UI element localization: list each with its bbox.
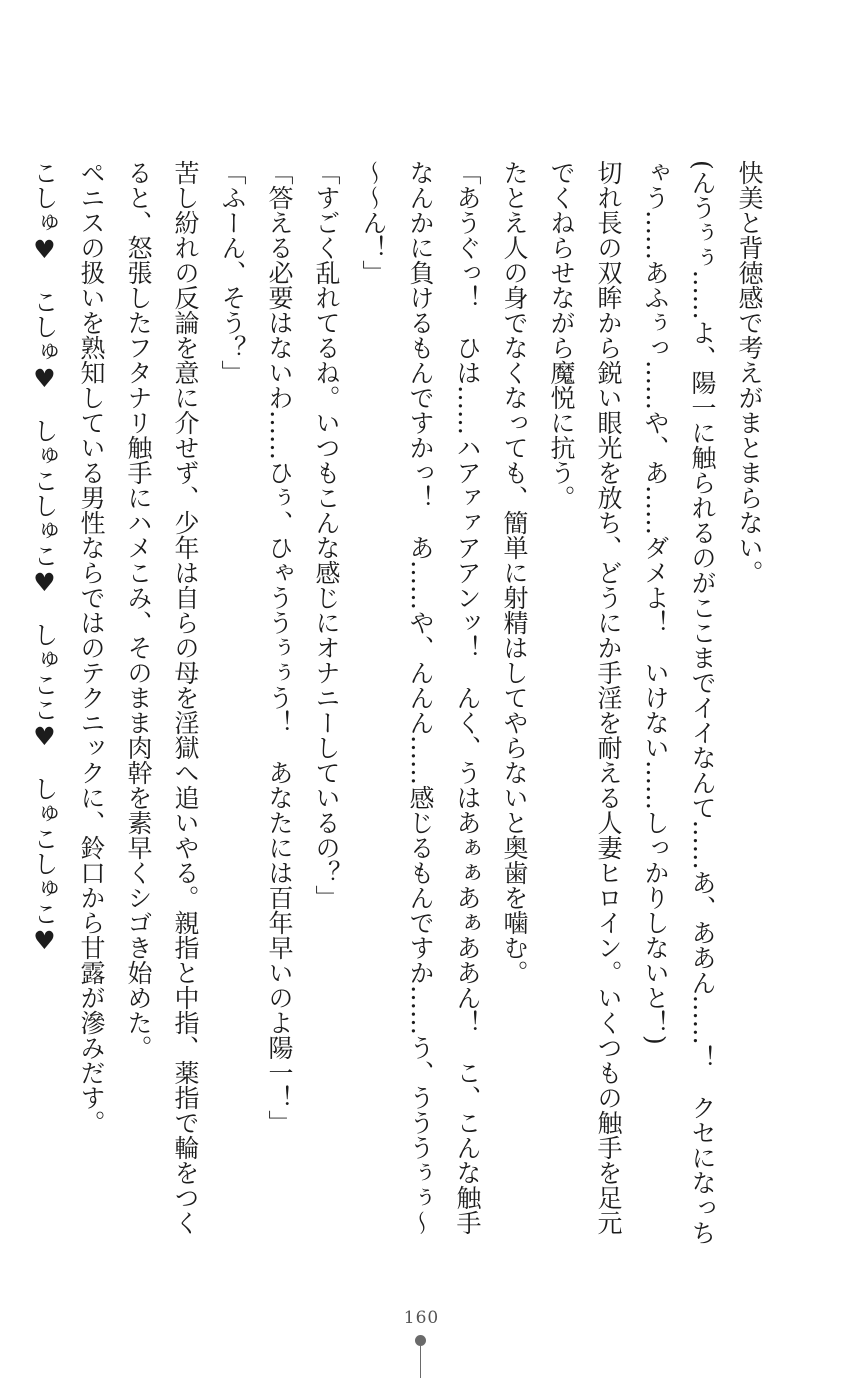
page-footer (0, 1308, 843, 1378)
paragraph-9: 苦し紛れの反論を意に介せず、少年は自らの母を淫獄へ追いやる。親指と中指、薬指で輪をつくると、怒張したフタナリ触手にハメこみ、そのまま肉幹を素早くシゴき始めた。 (124, 160, 200, 1235)
paragraph-7: 「答える必要はないわ……ひぅ、ひゃううぅぅう！ あなたには百年早いのよ陽一！」 (265, 160, 294, 1135)
page-marker-line (420, 1344, 421, 1378)
paragraph-10: ペニスの扱いを熟知している男性ならではのテクニックに、鈴口から甘露が滲みだす。 (77, 160, 106, 1135)
paragraph-6: 「すごく乱れてるね。いつもこんな感じにオナニーしているの？」 (312, 160, 341, 910)
paragraph-3: 切れ長の双眸から鋭い眼光を放ち、どうにか手淫を耐える人妻ヒロイン。いくつもの触手を足元でくねらせながら魔悦に抗う。 (547, 160, 623, 1235)
paragraph-4: たとえ人の身でなくなっても、簡単に射精はしてやらないと奥歯を噛む。 (500, 160, 529, 985)
paragraph-2: (んうぅぅ……よ、陽一に触られるのがここまでイイなんて……あ、ああん……！ クセになっちゃう……あふぅっ……や、あ……ダメよ！ いけない……しっかりしないと！) (641, 160, 717, 1245)
paragraph-5: 「あうぐっ！ ひは……ハアァァアアンッ！ んく、うはあぁぁあぁああん！ こ、こんな触手なんかに負けるもんですかっ！ あ……や、んんん……感じるもんですか……う、うううぅぅ～～～ん！」 (359, 160, 482, 1235)
paragraph-1: 快美と背徳感で考えがまとまらない。 (735, 160, 764, 585)
paragraph-8: 「ふーん、そう？」 (218, 160, 247, 385)
vertical-text-body (30, 160, 773, 1250)
paragraph-11: こしゅ♥ こしゅ♥ しゅこしゅこ♥ しゅここ♥ しゅこしゅこ♥ (30, 160, 59, 955)
page-number: 160 (403, 1308, 440, 1328)
